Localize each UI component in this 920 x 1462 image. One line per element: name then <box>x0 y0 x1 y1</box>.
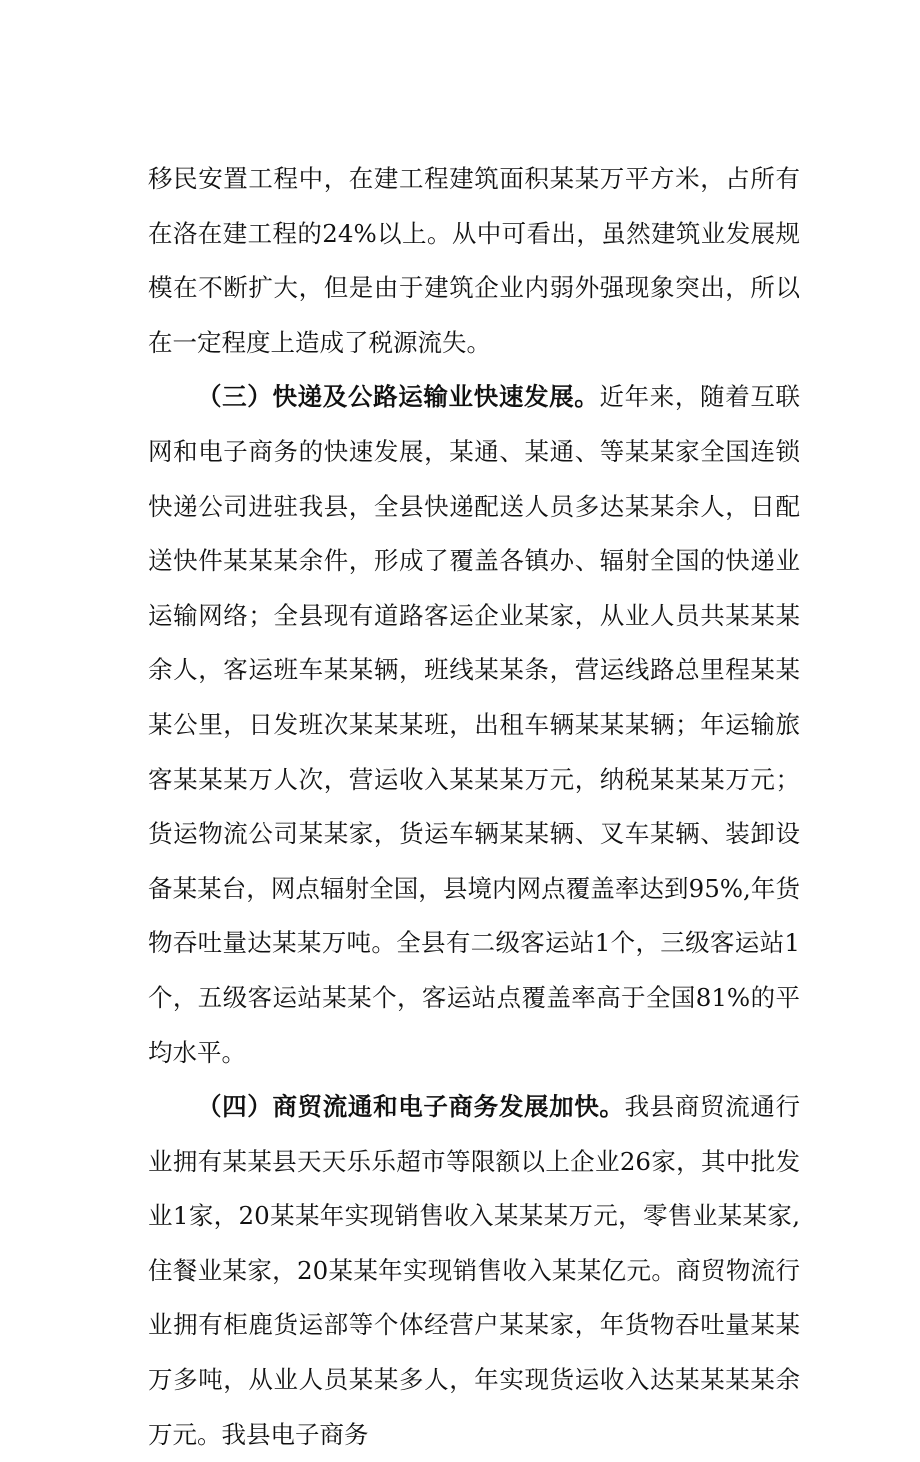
document-body <box>148 152 800 1462</box>
paragraph-text: 移民安置工程中，在建工程建筑面积某某万平方米，占所有在洛在建工程的24%以上。从中可看出，虽然建筑业发展规模在不断扩大，但是由于建筑企业内弱外强现象突出，所以在一定程度上造成了税源流失。 <box>148 164 800 357</box>
paragraph-commerce <box>148 1080 800 1462</box>
paragraph-express-transport <box>148 370 800 1080</box>
paragraph-text: 近年来，随着互联网和电子商务的快速发展，某通、某通、等某某家全国连锁快递公司进驻我县，全县快递配送人员多达某某余人，日配送快件某某某余件，形成了覆盖各镇办、辐射全国的快递业运输网络；全县现有道路客运企业某家，从业人员共某某某余人，客运班车某某辆，班线某某条，营运线路总里程某某某公里，日发班次某某某班，出租车辆某某某辆；年运输旅客某某某万人次，营运收入某某某万元，纳税某某某万元；货运物流公司某某家，货运车辆某某辆、叉车某辆、装卸设备某某台，网点辐射全国，县境内网点覆盖率达到95%,年货物吞吐量达某某万吨。全县有二级客运站1个，三级客运站1个，五级客运站某某个，客运站点覆盖率高于全国81%的平均水平。 <box>148 382 801 1067</box>
paragraph-text: 我县商贸流通行业拥有某某县天天乐乐超市等限额以上企业26家，其中批发业1家，20某某年实现销售收入某某某万元，零售业某某家,住餐业某家，20某某年实现销售收入某某亿元。商贸物流行业拥有柜鹿货运部等个体经营户某某家，年货物吞吐量某某万多吨，从业人员某某多人，年实现货运收入达某某某某余万元。我县电子商务 <box>148 1092 801 1449</box>
paragraph-continuation <box>148 152 800 370</box>
section-heading: （三）快递及公路运输业快速发展。 <box>197 382 600 412</box>
section-heading: （四）商贸流通和电子商务发展加快。 <box>197 1092 625 1122</box>
